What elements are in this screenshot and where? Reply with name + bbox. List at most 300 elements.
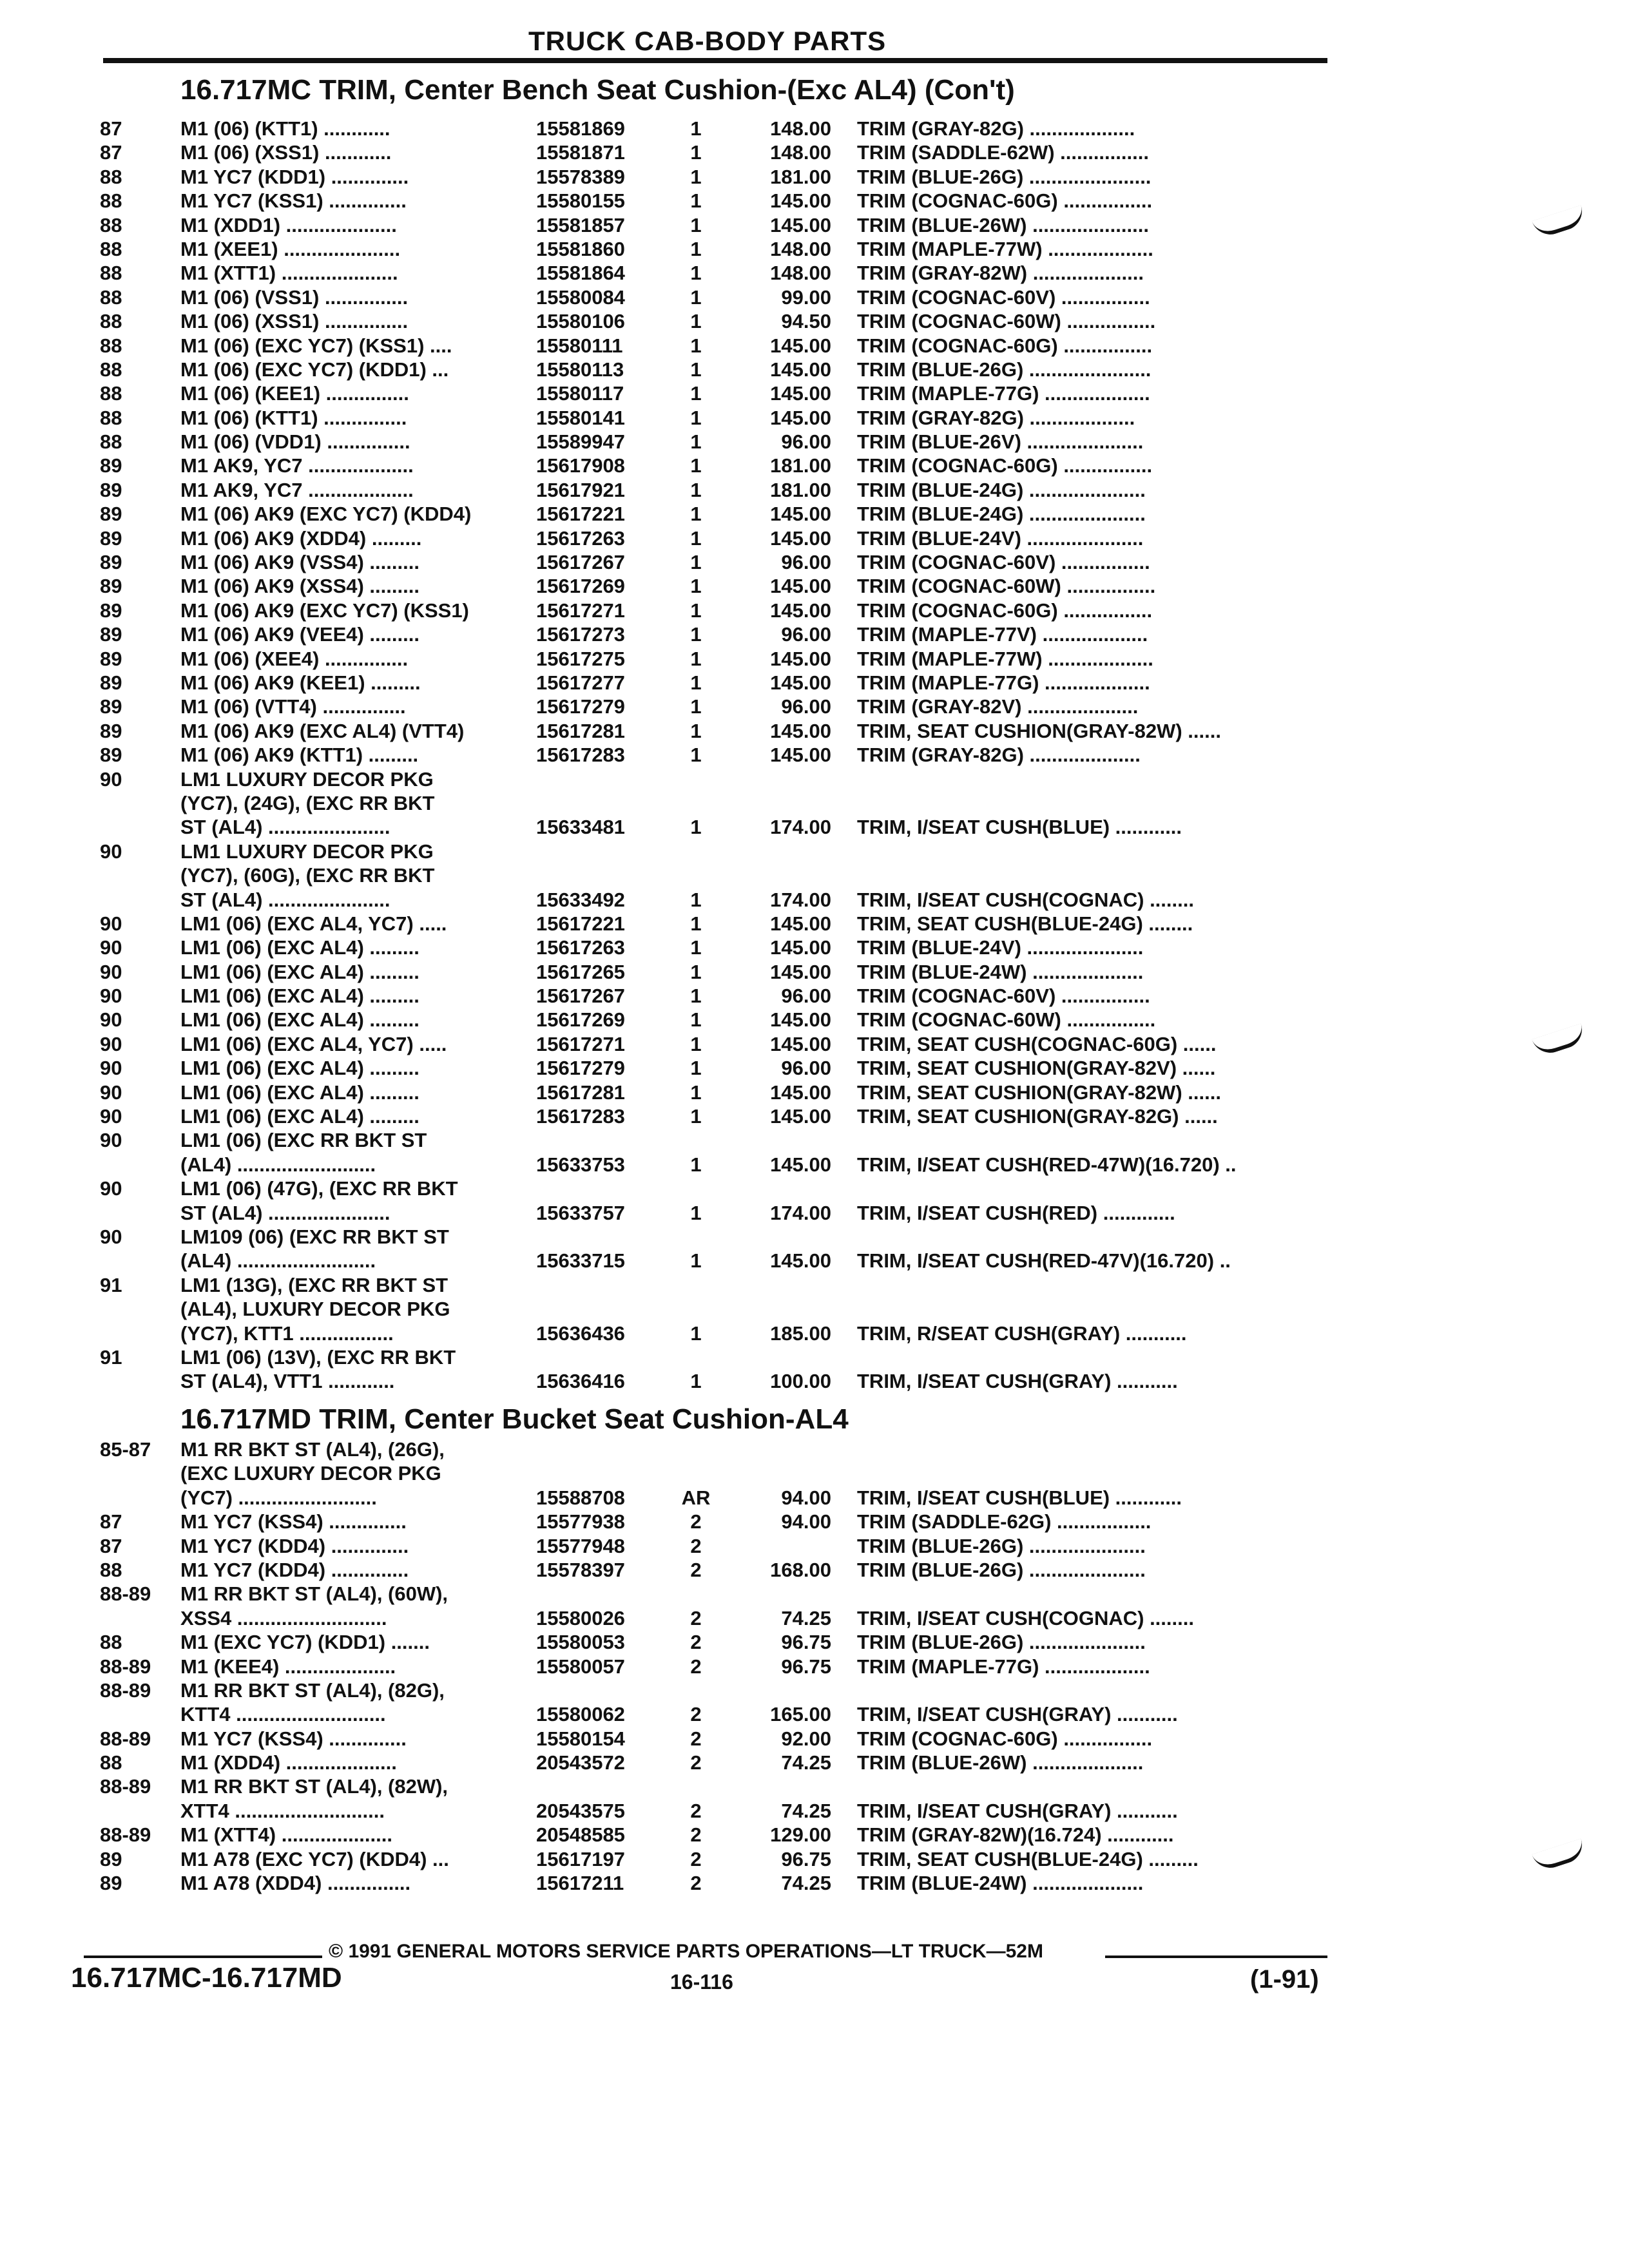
price-cell: 96.00 xyxy=(781,695,831,718)
part-name-cell: TRIM (MAPLE-77W) ................... xyxy=(857,237,1153,260)
table-row xyxy=(0,1486,1629,1510)
price-cell: 145.00 xyxy=(770,719,831,742)
price-cell: 168.00 xyxy=(770,1558,831,1581)
quantity-cell: 1 xyxy=(690,117,702,140)
table-row xyxy=(0,695,1629,719)
description-cell: M1 RR BKT ST (AL4), (26G), xyxy=(180,1438,445,1461)
price-cell: 100.00 xyxy=(770,1370,831,1393)
quantity-cell: 1 xyxy=(690,503,702,526)
table-row xyxy=(0,720,1629,744)
part-name-cell: TRIM, SEAT CUSHION(GRAY-82W) ...... xyxy=(857,719,1221,742)
model-year-cell: 87 xyxy=(100,141,122,164)
table-row xyxy=(0,407,1629,430)
table-row xyxy=(0,1438,1629,1462)
description-cell: M1 (06) (KTT1) ............... xyxy=(180,406,407,429)
description-cell: LM1 (06) (EXC AL4, YC7) ..... xyxy=(180,912,447,935)
table-row xyxy=(0,1129,1629,1153)
footer-rule-left xyxy=(84,1956,322,1958)
part-name-cell: TRIM (GRAY-82W)(16.724) ............ xyxy=(857,1823,1174,1847)
quantity-cell: 1 xyxy=(690,358,702,381)
price-cell: 145.00 xyxy=(770,599,831,622)
description-cell: M1 (06) (EXC YC7) (KDD1) ... xyxy=(180,358,449,381)
model-year-cell: 90 xyxy=(100,912,122,935)
part-number-cell: 15581864 xyxy=(536,262,625,285)
part-name-cell: TRIM (BLUE-26W) .................... xyxy=(857,1751,1144,1774)
model-year-cell: 88 xyxy=(100,1751,122,1774)
price-cell: 145.00 xyxy=(770,213,831,236)
model-year-cell: 87 xyxy=(100,1510,122,1533)
model-year-cell: 88-89 xyxy=(100,1655,151,1678)
part-name-cell: TRIM (GRAY-82G) ................... xyxy=(857,406,1135,429)
parts-table-16717mc xyxy=(0,117,1629,1394)
quantity-cell: 2 xyxy=(690,1606,702,1629)
table-row xyxy=(0,1225,1629,1249)
table-row xyxy=(0,527,1629,551)
model-year-cell: 90 xyxy=(100,840,122,863)
price-cell: 96.00 xyxy=(781,430,831,454)
table-row xyxy=(0,166,1629,189)
model-year-cell: 90 xyxy=(100,767,122,791)
description-cell: M1 (EXC YC7) (KDD1) ....... xyxy=(180,1631,430,1654)
price-cell: 145.00 xyxy=(770,358,831,381)
part-name-cell: TRIM (COGNAC-60G) ................ xyxy=(857,189,1153,213)
quantity-cell: 1 xyxy=(690,647,702,670)
model-year-cell: 90 xyxy=(100,1225,122,1248)
description-cell: LM1 (06) (EXC AL4) ......... xyxy=(180,1081,419,1104)
part-name-cell: TRIM (BLUE-24G) ..................... xyxy=(857,478,1146,501)
description-cell: M1 (06) (VTT4) ............... xyxy=(180,695,406,718)
part-number-cell: 15589947 xyxy=(536,430,625,454)
part-number-cell: 15617269 xyxy=(536,1008,625,1032)
quantity-cell: 1 xyxy=(690,1153,702,1176)
part-name-cell: TRIM (BLUE-26G) ..................... xyxy=(857,1631,1146,1654)
quantity-cell: 2 xyxy=(690,1799,702,1822)
model-year-cell: 89 xyxy=(100,1847,122,1870)
footer-page-number: 16-116 xyxy=(670,1970,733,1994)
part-name-cell: TRIM (BLUE-26G) ..................... xyxy=(857,1534,1146,1557)
part-name-cell: TRIM, I/SEAT CUSH(GRAY) ........... xyxy=(857,1799,1178,1822)
table-row xyxy=(0,1655,1629,1679)
description-cell: (YC7), (24G), (EXC RR BKT xyxy=(180,791,435,814)
description-cell: LM1 (06) (EXC AL4) ......... xyxy=(180,936,419,959)
description-cell: M1 (XTT1) ..................... xyxy=(180,262,398,285)
model-year-cell: 89 xyxy=(100,695,122,718)
model-year-cell: 88-89 xyxy=(100,1775,151,1798)
part-name-cell: TRIM (GRAY-82V) .................... xyxy=(857,695,1139,718)
description-cell: M1 RR BKT ST (AL4), (82W), xyxy=(180,1775,448,1798)
part-name-cell: TRIM, I/SEAT CUSH(BLUE) ............ xyxy=(857,1486,1182,1509)
price-cell: 185.00 xyxy=(770,1321,831,1345)
part-number-cell: 15581871 xyxy=(536,141,625,164)
part-number-cell: 15617273 xyxy=(536,623,625,646)
description-cell: (AL4), LUXURY DECOR PKG xyxy=(180,1298,450,1321)
price-cell: 148.00 xyxy=(770,141,831,164)
model-year-cell: 88 xyxy=(100,285,122,309)
description-cell: LM1 (06) (13V), (EXC RR BKT xyxy=(180,1345,456,1369)
quantity-cell: 1 xyxy=(690,189,702,213)
quantity-cell: 2 xyxy=(690,1751,702,1774)
part-name-cell: TRIM (GRAY-82W) .................... xyxy=(857,262,1144,285)
model-year-cell: 88-89 xyxy=(100,1678,151,1702)
quantity-cell: 2 xyxy=(690,1847,702,1870)
part-number-cell: 15581857 xyxy=(536,213,625,236)
part-number-cell: 15580117 xyxy=(536,382,624,405)
part-number-cell: 15617211 xyxy=(536,1872,624,1895)
model-year-cell: 89 xyxy=(100,478,122,501)
table-row xyxy=(0,117,1629,141)
description-cell: M1 (06) (VDD1) ............... xyxy=(180,430,410,454)
part-name-cell: TRIM (COGNAC-60G) ................ xyxy=(857,454,1153,477)
description-cell: LM1 (06) (EXC AL4) ......... xyxy=(180,1057,419,1080)
description-cell: M1 AK9, YC7 ................... xyxy=(180,478,414,501)
description-cell: LM1 (06) (EXC AL4) ......... xyxy=(180,985,419,1008)
description-cell: M1 (06) (KTT1) ............ xyxy=(180,117,390,140)
price-cell: 145.00 xyxy=(770,334,831,357)
model-year-cell: 89 xyxy=(100,551,122,574)
table-row xyxy=(0,430,1629,454)
table-row xyxy=(0,382,1629,406)
parts-table-16717md xyxy=(0,1438,1629,1896)
price-cell: 165.00 xyxy=(770,1703,831,1726)
part-number-cell: 15580026 xyxy=(536,1606,625,1629)
table-row xyxy=(0,479,1629,503)
price-cell: 96.75 xyxy=(781,1655,831,1678)
description-cell: M1 (06) AK9 (KTT1) ......... xyxy=(180,744,419,767)
table-row xyxy=(0,214,1629,238)
part-name-cell: TRIM (MAPLE-77V) ................... xyxy=(857,623,1148,646)
quantity-cell: 1 xyxy=(690,1321,702,1345)
page-header-title: TRUCK CAB-BODY PARTS xyxy=(528,26,887,56)
part-name-cell: TRIM (MAPLE-77W) ................... xyxy=(857,647,1153,670)
description-cell: XSS4 ........................... xyxy=(180,1606,387,1629)
price-cell: 145.00 xyxy=(770,575,831,598)
quantity-cell: 1 xyxy=(690,1032,702,1055)
model-year-cell: 88-89 xyxy=(100,1582,151,1606)
description-cell: M1 YC7 (KDD1) .............. xyxy=(180,165,409,188)
table-row xyxy=(0,1033,1629,1057)
quantity-cell: 1 xyxy=(690,623,702,646)
part-name-cell: TRIM (COGNAC-60W) ................ xyxy=(857,310,1156,333)
table-row xyxy=(0,286,1629,310)
quantity-cell: 1 xyxy=(690,310,702,333)
price-cell: 145.00 xyxy=(770,671,831,694)
quantity-cell: AR xyxy=(681,1486,711,1509)
description-cell: M1 (06) AK9 (VEE4) ......... xyxy=(180,623,419,646)
price-cell: 145.00 xyxy=(770,406,831,429)
quantity-cell: 1 xyxy=(690,551,702,574)
part-name-cell: TRIM (BLUE-26W) ..................... xyxy=(857,213,1149,236)
model-year-cell: 88-89 xyxy=(100,1727,151,1750)
part-number-cell: 15580106 xyxy=(536,310,625,333)
quantity-cell: 1 xyxy=(690,141,702,164)
model-year-cell: 89 xyxy=(100,526,122,550)
table-row xyxy=(0,1177,1629,1201)
table-row xyxy=(0,1848,1629,1872)
description-cell: (YC7), KTT1 ................. xyxy=(180,1321,394,1345)
price-cell: 181.00 xyxy=(770,165,831,188)
part-number-cell: 15617221 xyxy=(536,912,625,935)
model-year-cell: 90 xyxy=(100,1105,122,1128)
price-cell: 96.00 xyxy=(781,985,831,1008)
quantity-cell: 1 xyxy=(690,478,702,501)
part-number-cell: 15617263 xyxy=(536,526,625,550)
model-year-cell: 88 xyxy=(100,310,122,333)
part-name-cell: TRIM (COGNAC-60G) ................ xyxy=(857,1727,1153,1750)
description-cell: M1 AK9, YC7 ................... xyxy=(180,454,414,477)
table-row xyxy=(0,1559,1629,1582)
quantity-cell: 2 xyxy=(690,1631,702,1654)
part-name-cell: TRIM (BLUE-24W) .................... xyxy=(857,1872,1144,1895)
part-name-cell: TRIM (COGNAC-60V) ................ xyxy=(857,285,1150,309)
table-row xyxy=(0,262,1629,285)
description-cell: M1 (KEE4) .................... xyxy=(180,1655,396,1678)
quantity-cell: 2 xyxy=(690,1823,702,1847)
table-row xyxy=(0,912,1629,936)
part-name-cell: TRIM, SEAT CUSH(COGNAC-60G) ...... xyxy=(857,1032,1217,1055)
part-number-cell: 15617283 xyxy=(536,1105,625,1128)
table-row xyxy=(0,671,1629,695)
description-cell: ST (AL4) ...................... xyxy=(180,888,390,911)
price-cell: 94.00 xyxy=(781,1486,831,1509)
price-cell: 94.00 xyxy=(781,1510,831,1533)
description-cell: LM1 (13G), (EXC RR BKT ST xyxy=(180,1273,448,1296)
model-year-cell: 90 xyxy=(100,1057,122,1080)
model-year-cell: 89 xyxy=(100,719,122,742)
quantity-cell: 2 xyxy=(690,1558,702,1581)
part-number-cell: 15617277 xyxy=(536,671,625,694)
model-year-cell: 90 xyxy=(100,1177,122,1200)
description-cell: M1 (XTT4) .................... xyxy=(180,1823,392,1847)
price-cell: 181.00 xyxy=(770,478,831,501)
table-row xyxy=(0,1202,1629,1225)
description-cell: LM1 (06) (EXC AL4) ......... xyxy=(180,1008,419,1032)
table-row xyxy=(0,1298,1629,1321)
price-cell: 94.50 xyxy=(781,310,831,333)
quantity-cell: 1 xyxy=(690,454,702,477)
part-number-cell: 20543572 xyxy=(536,1751,625,1774)
description-cell: M1 YC7 (KSS4) .............. xyxy=(180,1727,407,1750)
table-row xyxy=(0,503,1629,526)
part-name-cell: TRIM (BLUE-24W) .................... xyxy=(857,960,1144,983)
price-cell: 145.00 xyxy=(770,744,831,767)
description-cell: XTT4 ........................... xyxy=(180,1799,385,1822)
description-cell: LM1 (06) (EXC AL4) ......... xyxy=(180,960,419,983)
part-number-cell: 15633481 xyxy=(536,816,625,839)
quantity-cell: 1 xyxy=(690,1081,702,1104)
model-year-cell: 87 xyxy=(100,117,122,140)
part-name-cell: TRIM, I/SEAT CUSH(RED-47W)(16.720) .. xyxy=(857,1153,1237,1176)
model-year-cell: 89 xyxy=(100,647,122,670)
part-number-cell: 15617279 xyxy=(536,695,625,718)
part-number-cell: 15617283 xyxy=(536,744,625,767)
description-cell: (AL4) ......................... xyxy=(180,1249,376,1273)
model-year-cell: 85-87 xyxy=(100,1438,151,1461)
quantity-cell: 1 xyxy=(690,165,702,188)
header-rule xyxy=(103,58,1327,63)
table-row xyxy=(0,310,1629,334)
price-cell: 145.00 xyxy=(770,647,831,670)
table-row xyxy=(0,1370,1629,1394)
part-number-cell: 15580113 xyxy=(536,358,624,381)
price-cell: 174.00 xyxy=(770,888,831,911)
table-row xyxy=(0,1057,1629,1081)
part-name-cell: TRIM (BLUE-26G) ...................... xyxy=(857,165,1152,188)
model-year-cell: 89 xyxy=(100,503,122,526)
part-name-cell: TRIM (COGNAC-60W) ................ xyxy=(857,1008,1156,1032)
part-number-cell: 15580053 xyxy=(536,1631,625,1654)
description-cell: M1 RR BKT ST (AL4), (82G), xyxy=(180,1678,445,1702)
part-number-cell: 15577948 xyxy=(536,1534,625,1557)
quantity-cell: 2 xyxy=(690,1703,702,1726)
part-number-cell: 15578397 xyxy=(536,1558,625,1581)
model-year-cell: 88 xyxy=(100,189,122,213)
table-row xyxy=(0,985,1629,1008)
description-cell: M1 (06) AK9 (EXC YC7) (KSS1) xyxy=(180,599,469,622)
price-cell: 145.00 xyxy=(770,1081,831,1104)
description-cell: (EXC LUXURY DECOR PKG xyxy=(180,1462,441,1485)
table-row xyxy=(0,768,1629,792)
part-number-cell: 15636436 xyxy=(536,1321,625,1345)
model-year-cell: 88 xyxy=(100,165,122,188)
part-number-cell: 15581869 xyxy=(536,117,625,140)
description-cell: LM1 (06) (EXC RR BKT ST xyxy=(180,1129,427,1152)
table-row xyxy=(0,816,1629,840)
model-year-cell: 88 xyxy=(100,406,122,429)
price-cell: 145.00 xyxy=(770,960,831,983)
quantity-cell: 1 xyxy=(690,936,702,959)
table-row xyxy=(0,648,1629,671)
price-cell: 74.25 xyxy=(781,1799,831,1822)
model-year-cell: 90 xyxy=(100,936,122,959)
quantity-cell: 1 xyxy=(690,671,702,694)
table-row xyxy=(0,238,1629,262)
price-cell: 96.75 xyxy=(781,1631,831,1654)
part-number-cell: 15633757 xyxy=(536,1201,625,1224)
part-name-cell: TRIM, I/SEAT CUSH(GRAY) ........... xyxy=(857,1703,1178,1726)
price-cell: 96.00 xyxy=(781,551,831,574)
part-number-cell: 15578389 xyxy=(536,165,625,188)
part-number-cell: 15617275 xyxy=(536,647,625,670)
price-cell: 96.00 xyxy=(781,623,831,646)
model-year-cell: 88 xyxy=(100,334,122,357)
price-cell: 181.00 xyxy=(770,454,831,477)
table-row xyxy=(0,1105,1629,1129)
quantity-cell: 1 xyxy=(690,406,702,429)
description-cell: M1 (XEE1) ..................... xyxy=(180,237,401,260)
price-cell: 145.00 xyxy=(770,1153,831,1176)
part-name-cell: TRIM (BLUE-26V) ..................... xyxy=(857,430,1144,454)
model-year-cell: 89 xyxy=(100,599,122,622)
footer-rule-right xyxy=(1105,1956,1327,1958)
quantity-cell: 1 xyxy=(690,695,702,718)
quantity-cell: 2 xyxy=(690,1655,702,1678)
price-cell: 148.00 xyxy=(770,117,831,140)
table-row xyxy=(0,1751,1629,1775)
model-year-cell: 90 xyxy=(100,1129,122,1152)
table-row xyxy=(0,189,1629,213)
quantity-cell: 1 xyxy=(690,213,702,236)
description-cell: M1 YC7 (KSS4) .............. xyxy=(180,1510,407,1533)
model-year-cell: 88 xyxy=(100,213,122,236)
price-cell: 74.25 xyxy=(781,1606,831,1629)
quantity-cell: 1 xyxy=(690,1057,702,1080)
quantity-cell: 1 xyxy=(690,237,702,260)
description-cell: ST (AL4) ...................... xyxy=(180,1201,390,1224)
part-number-cell: 15617197 xyxy=(536,1847,625,1870)
description-cell: M1 (XDD4) .................... xyxy=(180,1751,397,1774)
quantity-cell: 1 xyxy=(690,960,702,983)
part-number-cell: 15636416 xyxy=(536,1370,625,1393)
description-cell: M1 RR BKT ST (AL4), (60W), xyxy=(180,1582,448,1606)
price-cell: 145.00 xyxy=(770,912,831,935)
table-row xyxy=(0,1775,1629,1799)
description-cell: (AL4) ......................... xyxy=(180,1153,376,1176)
part-name-cell: TRIM (BLUE-24V) ..................... xyxy=(857,936,1144,959)
part-number-cell: 15633753 xyxy=(536,1153,625,1176)
quantity-cell: 2 xyxy=(690,1727,702,1750)
part-name-cell: TRIM (COGNAC-60V) ................ xyxy=(857,985,1150,1008)
table-row xyxy=(0,864,1629,888)
table-row xyxy=(0,1872,1629,1896)
table-row xyxy=(0,936,1629,960)
description-cell: M1 (06) (XSS1) ............... xyxy=(180,310,409,333)
part-name-cell: TRIM (BLUE-26G) ...................... xyxy=(857,358,1152,381)
part-name-cell: TRIM (COGNAC-60V) ................ xyxy=(857,551,1150,574)
model-year-cell: 88 xyxy=(100,382,122,405)
part-number-cell: 15580155 xyxy=(536,189,625,213)
table-row xyxy=(0,454,1629,478)
price-cell: 129.00 xyxy=(770,1823,831,1847)
model-year-cell: 88 xyxy=(100,358,122,381)
price-cell: 145.00 xyxy=(770,382,831,405)
part-number-cell: 15580141 xyxy=(536,406,625,429)
table-row xyxy=(0,551,1629,575)
quantity-cell: 2 xyxy=(690,1510,702,1533)
part-name-cell: TRIM (BLUE-24V) ..................... xyxy=(857,526,1144,550)
table-row xyxy=(0,1679,1629,1703)
table-row xyxy=(0,1322,1629,1346)
description-cell: LM1 LUXURY DECOR PKG xyxy=(180,840,434,863)
part-number-cell: 15617271 xyxy=(536,1032,625,1055)
table-row xyxy=(0,1153,1629,1177)
quantity-cell: 1 xyxy=(690,526,702,550)
part-number-cell: 15617281 xyxy=(536,1081,625,1104)
table-row xyxy=(0,1081,1629,1105)
description-cell: M1 (06) (VSS1) ............... xyxy=(180,285,409,309)
section-title-16717md: 16.717MD TRIM, Center Bucket Seat Cushion-AL4 xyxy=(180,1403,849,1435)
description-cell: (YC7) ......................... xyxy=(180,1486,377,1509)
price-cell: 145.00 xyxy=(770,936,831,959)
quantity-cell: 1 xyxy=(690,382,702,405)
part-number-cell: 15617921 xyxy=(536,478,625,501)
description-cell: M1 (06) (EXC YC7) (KSS1) .... xyxy=(180,334,452,357)
price-cell: 145.00 xyxy=(770,1249,831,1273)
quantity-cell: 1 xyxy=(690,1201,702,1224)
table-row xyxy=(0,575,1629,599)
part-name-cell: TRIM (SADDLE-62W) ................ xyxy=(857,141,1149,164)
model-year-cell: 90 xyxy=(100,1032,122,1055)
description-cell: M1 YC7 (KDD4) .............. xyxy=(180,1534,409,1557)
model-year-cell: 91 xyxy=(100,1273,122,1296)
part-number-cell: 15577938 xyxy=(536,1510,625,1533)
part-number-cell: 15617265 xyxy=(536,960,625,983)
part-name-cell: TRIM (BLUE-24G) ..................... xyxy=(857,503,1146,526)
quantity-cell: 1 xyxy=(690,888,702,911)
description-cell: M1 (06) (XEE4) ............... xyxy=(180,647,409,670)
model-year-cell: 90 xyxy=(100,985,122,1008)
description-cell: M1 (06) (XSS1) ............ xyxy=(180,141,392,164)
part-number-cell: 15617267 xyxy=(536,551,625,574)
